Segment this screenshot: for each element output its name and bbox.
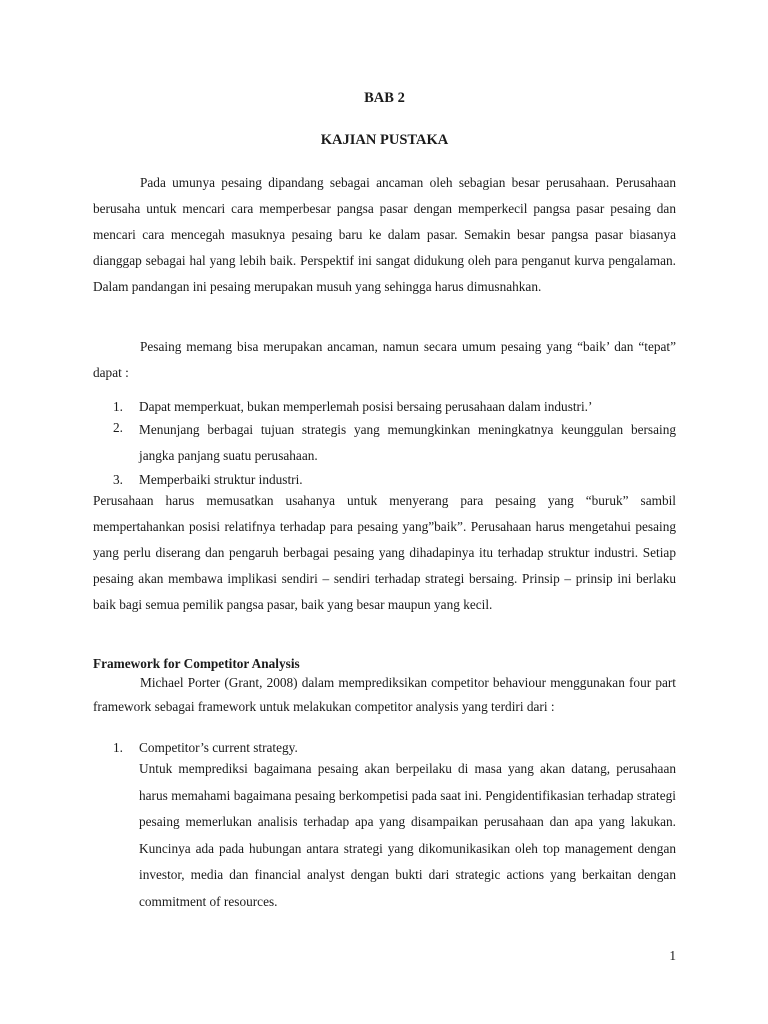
intro-paragraph: Pada umunya pesaing dipandang sebagai ancaman oleh sebagian besar perusahaan. Perusahaan berusaha untuk mencari cara memperbesar pangsa pasar dengan memperkecil pangsa pasar pesaing dan mencari cara mencegah masuknya pesaing baru ke dalam pasar. Semakin besar pangsa pasar biasanya dianggap sebagai hal yang lebih baik. Perspektif ini sangat didukung oleh para penganut kurva pengalaman. Dalam pandangan ini pesaing merupakan musuh yang sehingga harus dimusnahkan. bbox=[93, 175, 676, 294]
section-heading: Framework for Competitor Analysis bbox=[93, 656, 300, 671]
list-item-number: 3. bbox=[113, 472, 123, 487]
framework-list bbox=[113, 739, 676, 756]
framework-intro-paragraph: Michael Porter (Grant, 2008) dalam memprediksikan competitor behaviour menggunakan four part framework sebagai framework untuk melakukan competitor analysis yang terdiri dari : bbox=[93, 675, 676, 714]
framework-item-description: Untuk memprediksi bagaimana pesaing akan berpeilaku di masa yang akan datang, perusahaan harus memahami bagaimana pesaing berkompetisi pada saat ini. Pengidentifikasian terhadap strategi pesaing memerlukan analisis terhadap apa yang disampaikan perusahaan dan apa yang lakukan. Kuncinya ada pada hubungan antara strategi yang dikomunikasikan oleh top management dengan investor, media dan financial analyst dengan bukti dari strategic actions yang berkaitan dengan commitment of resources. bbox=[139, 761, 676, 909]
chapter-title: KAJIAN PUSTAKA bbox=[320, 132, 449, 148]
list-item-number: 2. bbox=[113, 420, 123, 435]
list-item bbox=[113, 739, 676, 756]
chapter-number: BAB 2 bbox=[364, 90, 405, 106]
list-item-number: 1. bbox=[113, 740, 123, 755]
list-item bbox=[113, 417, 676, 469]
list-item-text: Dapat memperkuat, bukan memperlemah posisi bersaing perusahaan dalam industri.’ bbox=[139, 399, 593, 414]
list-item bbox=[113, 396, 676, 417]
document-page bbox=[93, 0, 676, 1024]
list-item bbox=[113, 469, 676, 490]
list-item-text: Memperbaiki struktur industri. bbox=[139, 472, 303, 487]
list-item-text: Menunjang berbagai tujuan strategis yang memungkinkan meningkatnya keunggulan bersaing jangka panjang suatu perusahaan. bbox=[139, 422, 676, 463]
good-competitor-list bbox=[113, 396, 676, 490]
focus-paragraph: Perusahaan harus memusatkan usahanya untuk menyerang para pesaing yang “buruk” sambil mempertahankan posisi relatifnya terhadap para pesaing yang”baik”. Perusahaan harus mengetahui pesaing yang perlu diserang dan pengaruh berbagai pesaing yang dihadapinya itu terhadap struktur industri. Setiap pesaing akan membawa implikasi sendiri – sendiri terhadap strategi bersaing. Prinsip – prinsip ini berlaku baik bagi semua pemilik pangsa pasar, baik yang besar maupun yang kecil. bbox=[93, 493, 676, 612]
page-number: 1 bbox=[669, 948, 676, 963]
list-item-title: Competitor’s current strategy. bbox=[139, 740, 298, 755]
list-item-number: 1. bbox=[113, 399, 123, 414]
good-competitor-paragraph: Pesaing memang bisa merupakan ancaman, namun secara umum pesaing yang “baik’ dan “tepat” dapat : bbox=[93, 339, 676, 380]
